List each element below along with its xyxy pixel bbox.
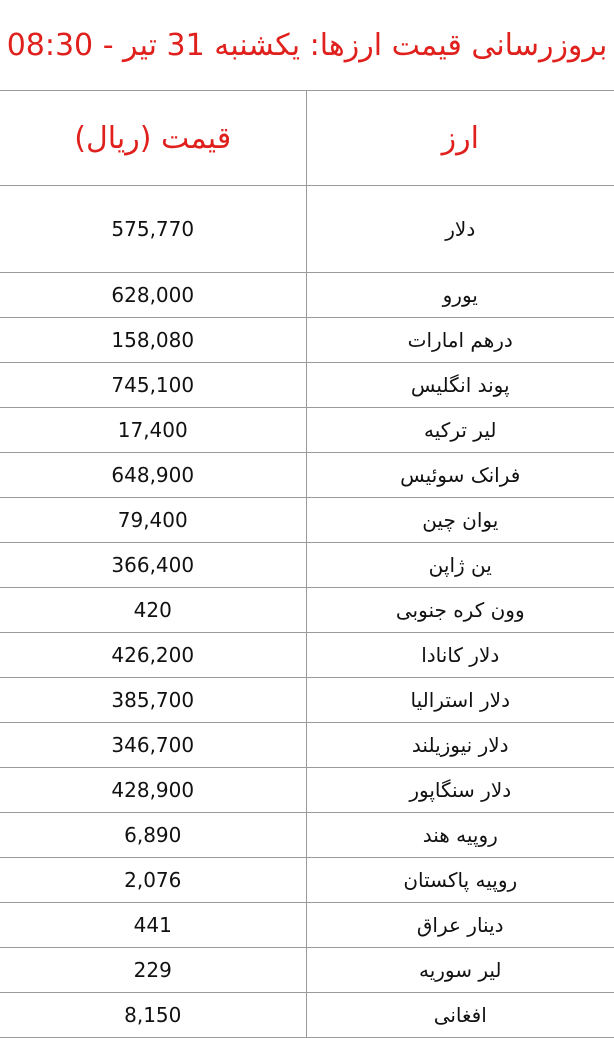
price-value: 158,080 [111, 328, 195, 352]
table-row [0, 498, 614, 543]
page-title: بروزرسانی قیمت ارزها: یکشنبه 31 تیر - 08:30 [6, 27, 608, 63]
price-cell [0, 408, 306, 453]
price-value: 385,700 [111, 688, 195, 712]
currency-name-cell: روپیه هند [306, 813, 614, 858]
price-value: 79,400 [117, 508, 188, 532]
table-row [0, 723, 614, 768]
price-value: 366,400 [111, 553, 195, 577]
table-row [0, 363, 614, 408]
table-row [0, 858, 614, 903]
currency-name-cell: دینار عراق [306, 903, 614, 948]
table-row [0, 633, 614, 678]
price-cell [0, 588, 306, 633]
price-cell [0, 363, 306, 408]
currency-name-cell: ین ژاپن [306, 543, 614, 588]
price-value: 6,890 [124, 823, 182, 847]
price-cell [0, 318, 306, 363]
price-cell [0, 543, 306, 588]
price-value: 8,150 [124, 1003, 182, 1027]
currency-name-cell: لیر سوریه [306, 948, 614, 993]
price-value: 441 [133, 913, 172, 937]
table-row [0, 318, 614, 363]
price-cell [0, 186, 306, 273]
price-value: 628,000 [111, 283, 195, 307]
currency-name-cell: پوند انگلیس [306, 363, 614, 408]
table-row [0, 543, 614, 588]
table-row [0, 903, 614, 948]
price-value: 648,900 [111, 463, 195, 487]
currency-name-cell: یوان چین [306, 498, 614, 543]
price-cell [0, 633, 306, 678]
currency-name-cell: دلار استرالیا [306, 678, 614, 723]
price-cell [0, 948, 306, 993]
price-cell [0, 903, 306, 948]
currency-name-cell: دلار [306, 186, 614, 273]
currency-name-cell: لیر ترکیه [306, 408, 614, 453]
price-cell [0, 768, 306, 813]
table-row [0, 186, 614, 273]
currency-name-cell: فرانک سوئیس [306, 453, 614, 498]
table-body [0, 186, 614, 1038]
price-value: 575,770 [111, 217, 195, 241]
currency-name-cell: افغانی [306, 993, 614, 1038]
currency-name-cell: روپیه پاکستان [306, 858, 614, 903]
currency-name-cell: دلار کانادا [306, 633, 614, 678]
price-cell [0, 678, 306, 723]
price-value: 420 [133, 598, 172, 622]
currency-name-cell: درهم امارات [306, 318, 614, 363]
price-value: 2,076 [124, 868, 182, 892]
price-cell [0, 993, 306, 1038]
price-cell [0, 498, 306, 543]
price-cell [0, 453, 306, 498]
price-value: 229 [133, 958, 172, 982]
price-value: 745,100 [111, 373, 195, 397]
currency-column-header: ارز [306, 91, 614, 186]
price-cell [0, 723, 306, 768]
currency-name-cell: وون کره جنوبی [306, 588, 614, 633]
table-row [0, 678, 614, 723]
price-cell [0, 273, 306, 318]
table-row [0, 588, 614, 633]
price-value: 428,900 [111, 778, 195, 802]
table-row [0, 813, 614, 858]
price-column-header: قیمت (ریال) [0, 91, 306, 186]
table-row [0, 408, 614, 453]
title-bar [0, 0, 614, 91]
table-row [0, 273, 614, 318]
table-row [0, 948, 614, 993]
currency-name-cell: دلار نیوزیلند [306, 723, 614, 768]
table-row [0, 768, 614, 813]
price-value: 346,700 [111, 733, 195, 757]
currency-name-cell: دلار سنگاپور [306, 768, 614, 813]
table-row [0, 453, 614, 498]
currency-rates-table [0, 91, 614, 1038]
table-header-row [0, 91, 614, 186]
price-value: 426,200 [111, 643, 195, 667]
price-value: 17,400 [117, 418, 188, 442]
price-cell [0, 813, 306, 858]
currency-name-cell: یورو [306, 273, 614, 318]
price-cell [0, 858, 306, 903]
table-row [0, 993, 614, 1038]
